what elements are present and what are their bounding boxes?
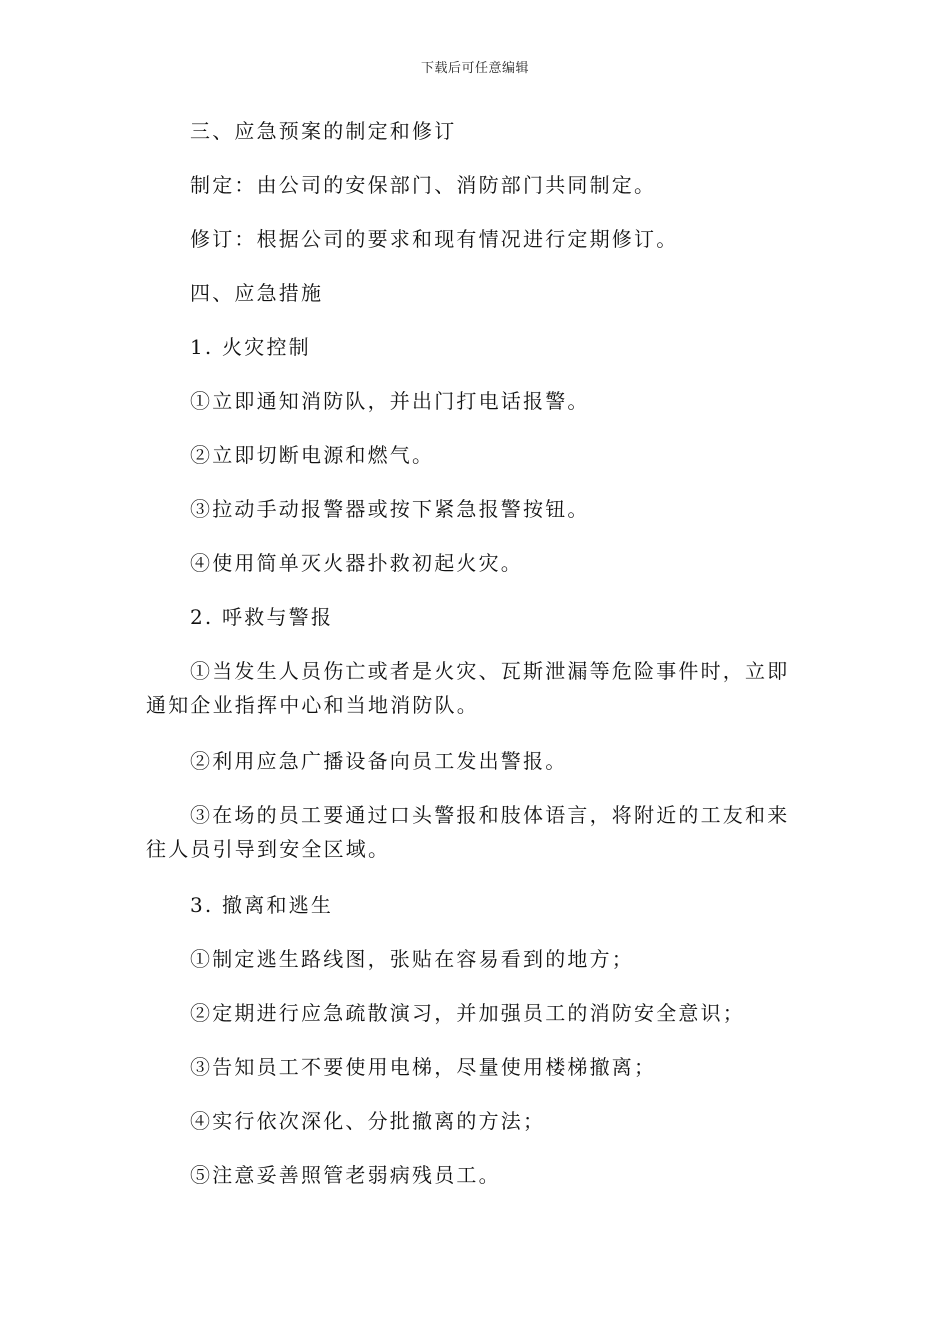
list-item: ④使用简单灭火器扑救初起火灾。	[190, 551, 523, 575]
list-item: ⑤注意妥善照管老弱病残员工。	[190, 1163, 501, 1187]
list-item: ③在场的员工要通过口头警报和肢体语言，将附近的工友和来往人员引导到安全区域。	[146, 803, 790, 861]
list-item: ①当发生人员伤亡或者是火灾、瓦斯泄漏等危险事件时，立即通知企业指挥中心和当地消防队。	[146, 659, 790, 717]
list-item: ①制定逃生路线图，张贴在容易看到的地方；	[190, 947, 634, 971]
subheading-fire-control: 1. 火灾控制	[190, 335, 311, 359]
section-heading-4: 四、应急措施	[190, 281, 324, 305]
list-item: ②利用应急广播设备向员工发出警报。	[190, 749, 568, 773]
subheading-evacuation: 3. 撤离和逃生	[190, 893, 334, 917]
subheading-alarm: 2. 呼救与警报	[190, 605, 334, 629]
list-item: ②立即切断电源和燃气。	[190, 443, 435, 467]
paragraph-formulation: 制定：由公司的安保部门、消防部门共同制定。	[190, 173, 657, 197]
page-header: 下载后可任意编辑	[420, 61, 529, 76]
list-item: ①立即通知消防队，并出门打电话报警。	[190, 389, 590, 413]
document-body	[146, 114, 806, 1212]
list-item: ②定期进行应急疏散演习，并加强员工的消防安全意识；	[190, 1001, 745, 1025]
paragraph-revision: 修订：根据公司的要求和现有情况进行定期修订。	[190, 227, 679, 251]
list-item: ③拉动手动报警器或按下紧急报警按钮。	[190, 497, 590, 521]
list-item: ④实行依次深化、分批撤离的方法；	[190, 1109, 546, 1133]
section-heading-3: 三、应急预案的制定和修订	[190, 119, 457, 143]
list-item: ③告知员工不要使用电梯，尽量使用楼梯撤离；	[190, 1055, 657, 1079]
